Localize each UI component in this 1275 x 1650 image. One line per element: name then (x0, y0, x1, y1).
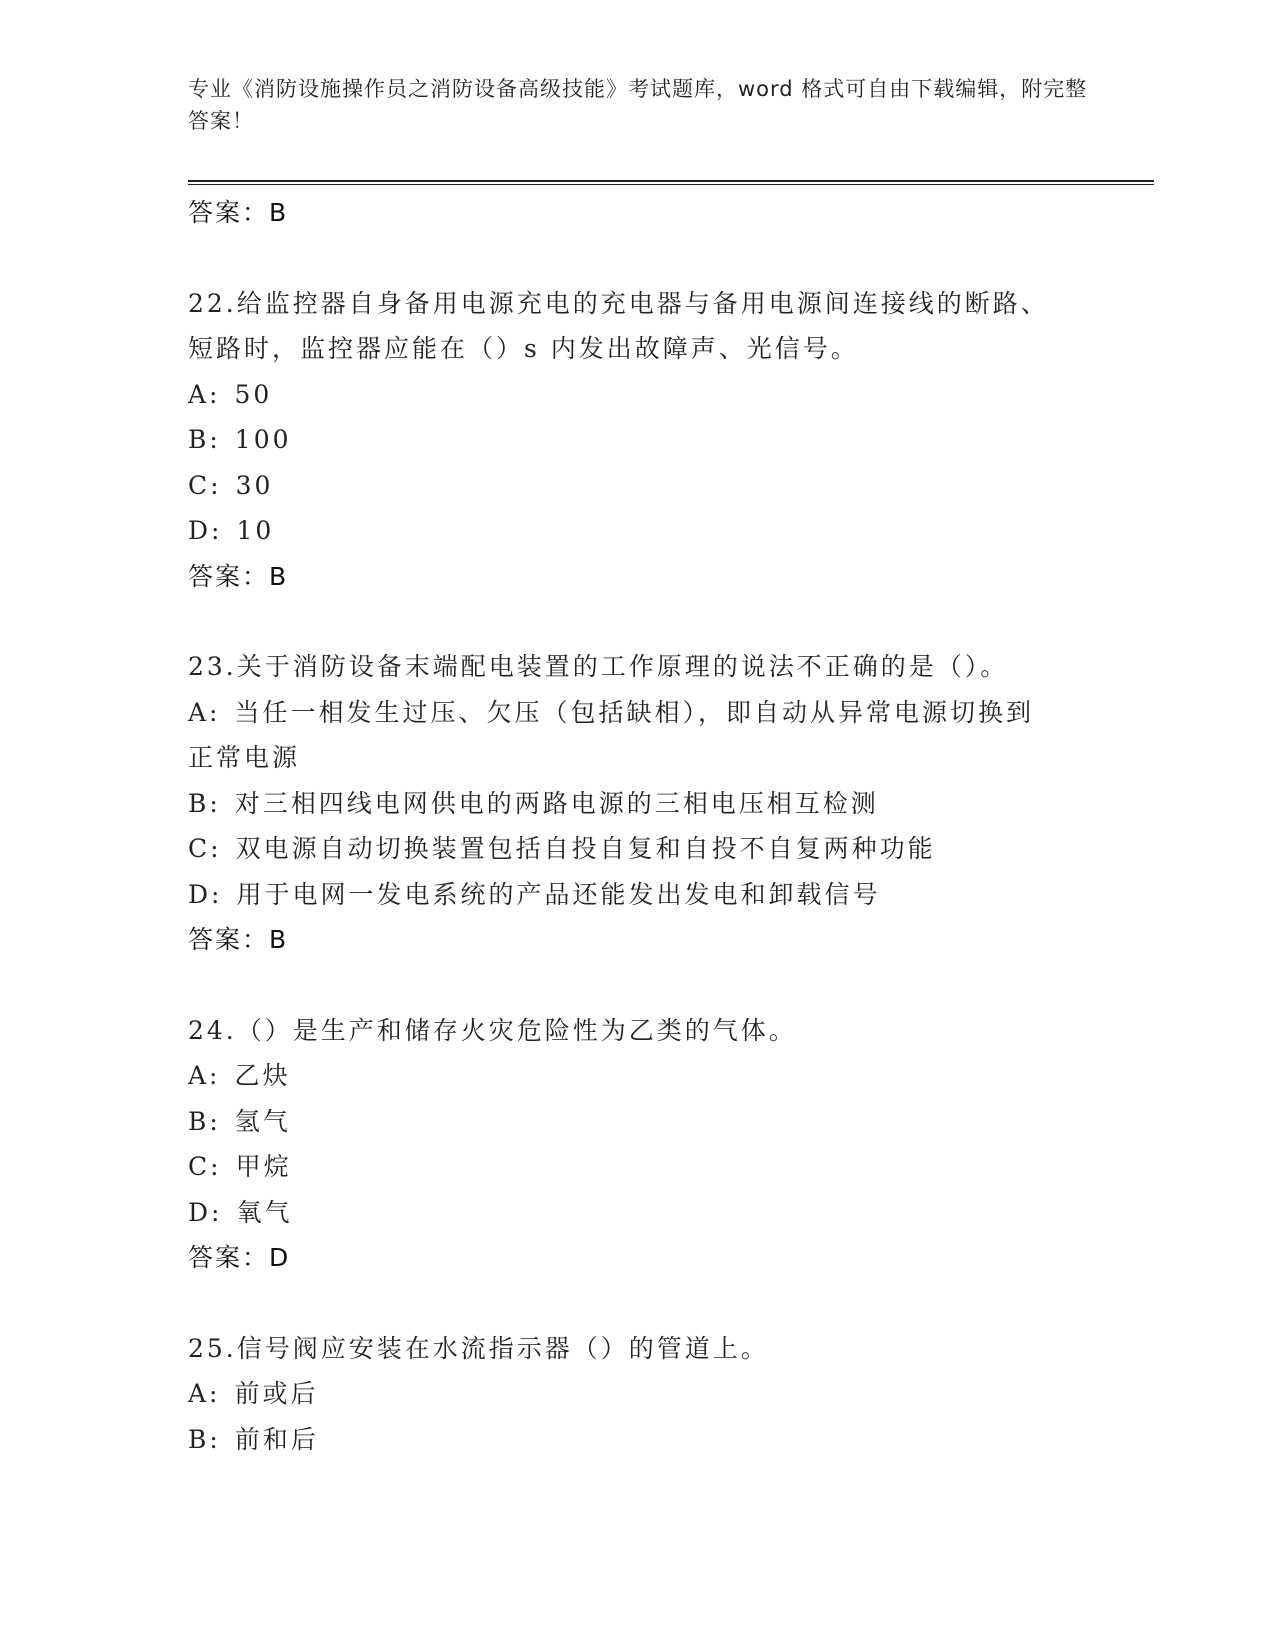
option-c (188, 463, 1088, 509)
option-d (188, 1190, 1088, 1236)
answer-line: 答案：B (188, 925, 289, 954)
question-text: 23.关于消防设备末端配电装置的工作原理的说法不正确的是（）。 (188, 652, 1009, 681)
option-text: 乙炔 (234, 1061, 291, 1090)
option-text: 甲烷 (235, 1152, 292, 1181)
header-divider-thick (188, 180, 1154, 182)
option-text: 10 (236, 516, 275, 545)
question-text: 25.信号阀应安装在水流指示器（）的管道上。 (188, 1333, 769, 1363)
option-label: B: (188, 788, 221, 818)
option-label: C: (188, 470, 222, 500)
option-label: D: (188, 516, 223, 545)
question-22 (188, 281, 1088, 600)
option-label: D: (188, 879, 223, 909)
option-label: D: (188, 1197, 223, 1227)
option-text: 对三相四线电网供电的两路电源的三相电压相互检测 (234, 788, 879, 818)
option-text: 前和后 (234, 1424, 319, 1454)
option-d (188, 508, 1088, 554)
answer-line: 答案：B (188, 561, 289, 591)
question-text: 24.（）是生产和储存火灾危险性为乙类的气体。 (188, 1015, 797, 1045)
spacer (188, 599, 1088, 644)
option-text: 双电源自动切换装置包括自投自复和自投不自复两种功能 (235, 834, 936, 863)
question-25 (188, 1326, 1088, 1463)
option-c (188, 826, 1088, 872)
option-label: A: (188, 1061, 221, 1090)
option-text: 30 (235, 470, 274, 500)
option-label: C: (188, 1152, 222, 1181)
option-label: C: (188, 834, 222, 863)
option-b (188, 417, 1088, 463)
question-content (188, 190, 1088, 1462)
option-text: 前或后 (234, 1379, 319, 1408)
option-d (188, 872, 1088, 918)
spacer (188, 963, 1088, 1008)
header-divider-thin (188, 184, 1154, 185)
option-text: 当任一相发生过压、欠压（包括缺相），即自动从异常电源切换到 (234, 697, 1034, 727)
answer-line: 答案：D (188, 1243, 291, 1272)
option-label: A: (188, 379, 221, 409)
option-text: 氢气 (234, 1106, 291, 1136)
option-c (188, 1144, 1088, 1190)
option-a (188, 372, 1088, 418)
spacer (188, 1281, 1088, 1326)
answer-line: 答案：B (188, 198, 289, 227)
option-label: B: (188, 1106, 221, 1136)
question-text: 22.给监控器自身备用电源充电的充电器与备用电源间连接线的断路、 (188, 288, 1049, 318)
question-text: 短路时，监控器应能在（）s 内发出故障声、光信号。 (188, 334, 859, 363)
option-text: 100 (234, 425, 292, 454)
option-text: 氧气 (236, 1197, 293, 1227)
option-a (188, 1371, 1088, 1417)
option-label: B: (188, 425, 221, 454)
document-header: 专业《消防设施操作员之消防设备高级技能》考试题库，word 格式可自由下载编辑，附完整答案！ (188, 77, 1088, 133)
option-b (188, 1417, 1088, 1463)
option-a-continuation: 正常电源 (188, 743, 301, 772)
option-text: 50 (234, 379, 273, 409)
question-23 (188, 644, 1088, 963)
option-label: A: (188, 1379, 221, 1408)
option-a (188, 690, 1088, 736)
spacer (188, 236, 1088, 281)
option-a (188, 1053, 1088, 1099)
option-label: A: (188, 697, 221, 727)
option-label: B: (188, 1424, 221, 1454)
question-24 (188, 1008, 1088, 1281)
option-b (188, 781, 1088, 827)
option-text: 用于电网一发电系统的产品还能发出发电和卸载信号 (236, 879, 881, 909)
option-b (188, 1099, 1088, 1145)
